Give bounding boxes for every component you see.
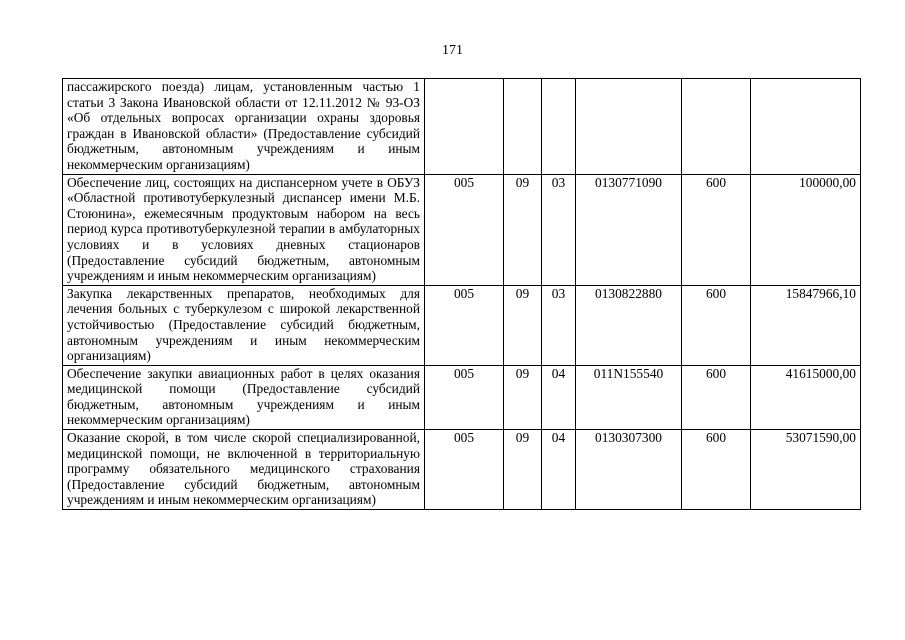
amount-value (751, 79, 861, 175)
table-row (63, 365, 861, 429)
expense-type-code: 600 (682, 174, 751, 285)
target-article-code: 011N155540 (576, 365, 682, 429)
section-code: 09 (504, 430, 542, 510)
page-number: 171 (442, 43, 463, 58)
ministry-code (425, 79, 504, 175)
section-code (504, 79, 542, 175)
target-article-code (576, 79, 682, 175)
ministry-code: 005 (425, 430, 504, 510)
section-code: 09 (504, 365, 542, 429)
table-row (63, 79, 861, 175)
subsection-code: 04 (542, 430, 576, 510)
section-code: 09 (504, 285, 542, 365)
table-row (63, 430, 861, 510)
target-article-code: 0130307300 (576, 430, 682, 510)
subsection-code (542, 79, 576, 175)
amount-value: 15847966,10 (751, 285, 861, 365)
amount-value: 100000,00 (751, 174, 861, 285)
ministry-code: 005 (425, 365, 504, 429)
row-description: Оказание скорой, в том числе скорой специализированной, медицинской помощи, не включенной в территориальную программу обязательного медицинского страхования (Предоставление субсидий бюджетным, автономным учреждениям и иным некоммерческим организациям) (63, 430, 425, 510)
table-row (63, 174, 861, 285)
row-description: Обеспечение лиц, состоящих на диспансерном учете в ОБУЗ «Областной противотуберкулезный диспансер имени М.Б. Стоюнина», ежемесячным продуктовым набором на весь период курса противотуберкулезной терапии в амбулаторных условиях и в условиях дневных стационаров (Предоставление субсидий бюджетным, автономным учреждениям и иным некоммерческим организациям) (63, 174, 425, 285)
expense-type-code: 600 (682, 285, 751, 365)
ministry-code: 005 (425, 285, 504, 365)
target-article-code: 0130822880 (576, 285, 682, 365)
subsection-code: 04 (542, 365, 576, 429)
expense-type-code (682, 79, 751, 175)
budget-table (62, 78, 861, 510)
amount-value: 53071590,00 (751, 430, 861, 510)
row-description: пассажирского поезда) лицам, установленным частью 1 статьи 3 Закона Ивановской области от 12.11.2012 № 93-ОЗ «Об отдельных вопросах организации охраны здоровья граждан в Ивановской области» (Предоставление субсидий бюджетным, автономным учреждениям и иным некоммерческим организациям) (63, 79, 425, 175)
expense-type-code: 600 (682, 430, 751, 510)
ministry-code: 005 (425, 174, 504, 285)
subsection-code: 03 (542, 174, 576, 285)
expense-type-code: 600 (682, 365, 751, 429)
subsection-code: 03 (542, 285, 576, 365)
amount-value: 41615000,00 (751, 365, 861, 429)
row-description: Закупка лекарственных препаратов, необходимых для лечения больных с туберкулезом с широкой лекарственной устойчивостью (Предоставление субсидий бюджетным, автономным учреждениям и иным некоммерческим организациям) (63, 285, 425, 365)
section-code: 09 (504, 174, 542, 285)
row-description: Обеспечение закупки авиационных работ в целях оказания медицинской помощи (Предоставление субсидий бюджетным, автономным учреждениям и иным некоммерческим организациям) (63, 365, 425, 429)
table-row (63, 285, 861, 365)
target-article-code: 0130771090 (576, 174, 682, 285)
